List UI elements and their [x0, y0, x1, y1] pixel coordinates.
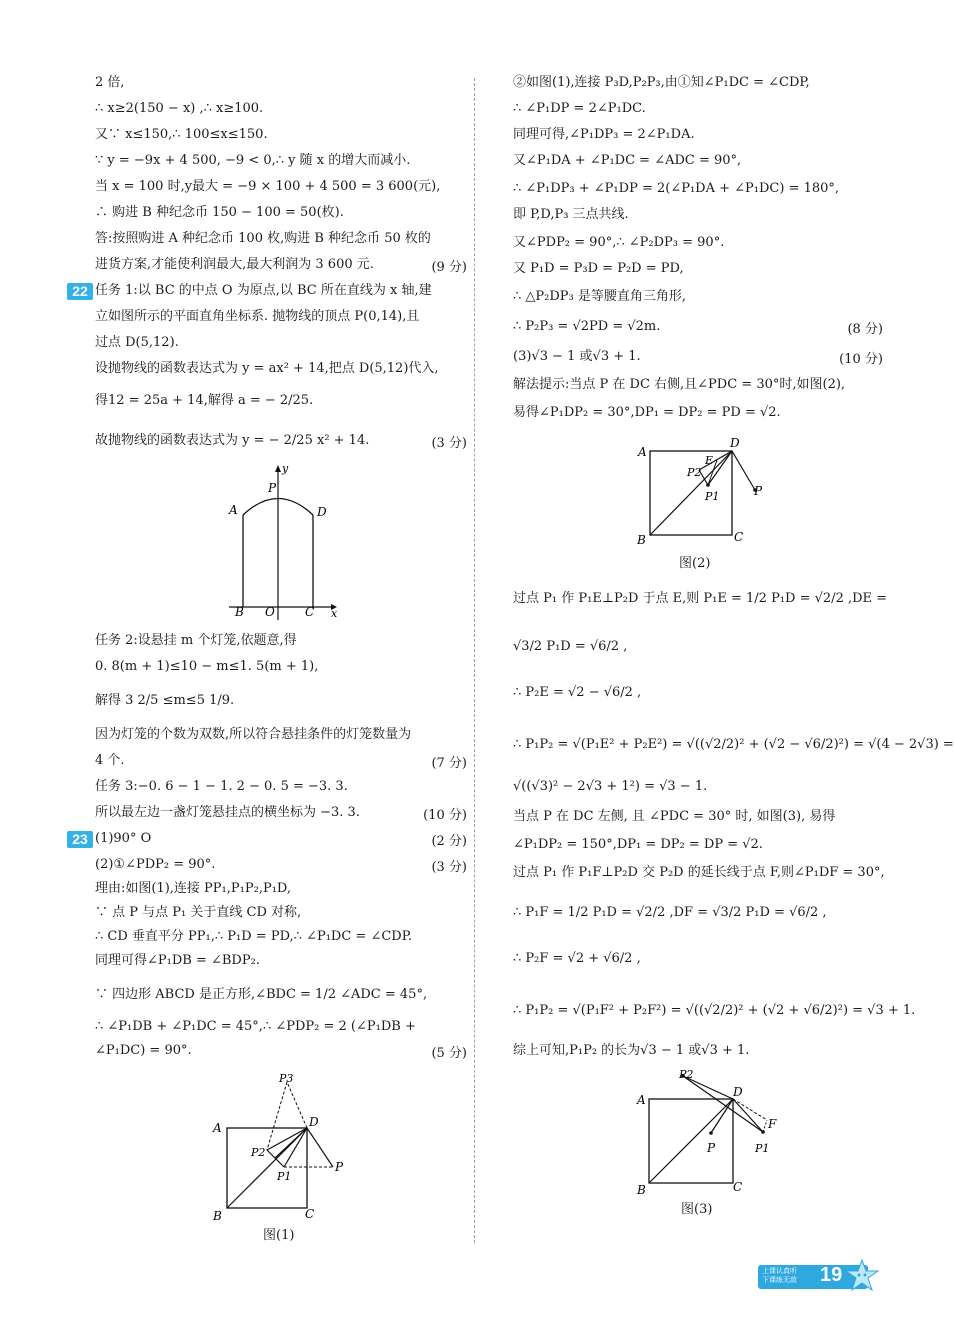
label-o: O [265, 605, 275, 619]
text-line: ∴ P₁F = 1/2 P₁D = √2/2 ,DF = √3/2 P₁D = √6/2 , [513, 905, 827, 920]
line-dp [711, 1099, 733, 1133]
y-axis-arrow [275, 465, 281, 472]
badge-slogan-line-1: 上课认真听 [762, 1268, 797, 1275]
text-line: 易得∠P₁DP₂ = 30°,DP₁ = DP₂ = PD = √2. [513, 405, 781, 420]
score-label: (9 分) [431, 260, 467, 275]
diagonal-bd [649, 1099, 733, 1183]
text-line: (3)√3 − 1 或√3 + 1. [513, 349, 641, 364]
text-line: 0. 8(m + 1)≤10 − m≤1. 5(m + 1), [95, 659, 319, 674]
label-a: A [637, 1093, 646, 1107]
text-line: 答:按照购进 A 种纪念币 100 枚,购进 B 种纪念币 50 枚的 [95, 231, 431, 246]
line-p2p1 [683, 1076, 763, 1132]
figure-2 [631, 432, 771, 548]
text-line: ∴ P₁P₂ = √(P₁E² + P₂E²) = √((√2/2)² + (√2 − √6/2)²) = √(4 − 2√3) = [513, 737, 954, 752]
arch-figure [219, 460, 339, 620]
figure-2-caption: 图(2) [679, 556, 711, 571]
text-line: 任务 2:设悬挂 m 个灯笼,依题意,得 [95, 633, 297, 648]
text-line: 所以最左边一盏灯笼悬挂点的横坐标为 −3. 3. [95, 805, 360, 820]
line-p1f [763, 1120, 767, 1132]
score-label: (8 分) [847, 322, 883, 337]
text-line: ∴ P₂F = √2 + √6/2 , [513, 951, 641, 966]
label-a: A [213, 1121, 222, 1135]
text-line: 立如图所示的平面直角坐标系. 抛物线的顶点 P(0,14),且 [95, 309, 420, 324]
text-line: √((√3)² − 2√3 + 1²) = √3 − 1. [513, 779, 708, 794]
text-line: 因为灯笼的个数为双数,所以符合悬挂条件的灯笼数量为 [95, 727, 412, 742]
text-line: ∴ △P₂DP₃ 是等腰直角三角形, [513, 289, 687, 304]
text-line: ∠P₁DP₂ = 150°,DP₁ = DP₂ = DP = √2. [513, 837, 763, 852]
label-c: C [305, 605, 315, 619]
text-line: ∵ y = −9x + 4 500, −9 < 0,∴ y 随 x 的增大而减小. [95, 153, 411, 168]
score-label: (10 分) [423, 808, 467, 823]
text-line: 过点 D(5,12). [95, 335, 179, 350]
label-p: P [335, 1160, 344, 1174]
text-line: 进货方案,才能使利润最大,最大利润为 3 600 元. [95, 257, 374, 272]
label-b: B [235, 605, 244, 619]
score-label: (3 分) [431, 860, 467, 875]
text-line: 当点 P 在 DC 左侧, 且 ∠PDC = 30° 时, 如图(3), 易得 [513, 809, 836, 824]
label-d: D [733, 1085, 743, 1099]
label-p2: P2 [251, 1146, 266, 1159]
score-label: (2 分) [431, 834, 467, 849]
label-d: D [309, 1115, 319, 1129]
text-line: ∴ CD 垂直平分 PP₁,∴ P₁D = PD,∴ ∠P₁DC = ∠CDP. [95, 929, 412, 944]
text-line: ∴ P₁P₂ = √(P₁F² + P₂F²) = √((√2/2)² + (√2 + √6/2)²) = √3 + 1. [513, 1003, 916, 1018]
label-c: C [733, 1180, 743, 1194]
page-number-badge [758, 1262, 882, 1292]
label-b: B [213, 1209, 222, 1223]
text-line: ∴ ∠P₁DB + ∠P₁DC = 45°,∴ ∠PDP₂ = 2 (∠P₁DB + [95, 1019, 416, 1034]
label-p: P [707, 1141, 716, 1155]
score-label: (3 分) [431, 436, 467, 451]
figure-1-caption: 图(1) [263, 1228, 295, 1243]
text-line: 又∠PDP₂ = 90°,∴ ∠P₂DP₃ = 90°. [513, 235, 725, 250]
label-a: A [229, 503, 238, 517]
text-line: 同理可得,∠P₁DP₃ = 2∠P₁DA. [513, 127, 695, 142]
score-label: (10 分) [839, 352, 883, 367]
text-line: 又 P₁D = P₃D = P₂D = PD, [513, 261, 684, 276]
text-line: ②如图(1),连接 P₃D,P₂P₃,由①知∠P₁DC = ∠CDP, [513, 75, 810, 90]
column-divider [474, 78, 475, 1243]
text-line: (1)90° O [95, 831, 152, 846]
question-number-22: 22 [67, 283, 93, 300]
text-line: 设抛物线的函数表达式为 y = ax² + 14,把点 D(5,12)代入, [95, 361, 439, 376]
figure-3-caption: 图(3) [681, 1202, 713, 1217]
diagonal-bd [650, 451, 732, 535]
point-p1 [706, 483, 710, 487]
text-line: (2)①∠PDP₂ = 90°. [95, 857, 216, 872]
star-mascot-icon [844, 1258, 880, 1294]
label-p1: P1 [755, 1142, 770, 1155]
text-line: ∴ P₂E = √2 − √6/2 , [513, 685, 642, 700]
text-line: ∴ ∠P₁DP₃ + ∠P₁DP = 2(∠P₁DA + ∠P₁DC) = 180°, [513, 181, 840, 196]
text-line: 又∠P₁DA + ∠P₁DC = ∠ADC = 90°, [513, 153, 742, 168]
text-line: 过点 P₁ 作 P₁E⊥P₂D 于点 E,则 P₁E = 1/2 P₁D = √2/2 ,DE = [513, 591, 888, 606]
point-p1 [761, 1130, 765, 1134]
text-line: 过点 P₁ 作 P₁F⊥P₂D 交 P₂D 的延长线于点 F,则∠P₁DF = 30°, [513, 865, 885, 880]
label-p2: P2 [679, 1068, 694, 1081]
label-c: C [305, 1207, 315, 1221]
score-label: (7 分) [431, 756, 467, 771]
text-line: ∴ P₂P₃ = √2PD = √2m. [513, 319, 661, 334]
label-b: B [637, 533, 646, 547]
text-line: ∵ 点 P 与点 P₁ 关于直线 CD 对称, [95, 905, 302, 920]
figure-1 [213, 1070, 363, 1222]
figure-3 [623, 1064, 777, 1197]
label-p3: P3 [279, 1072, 294, 1085]
text-line: 任务 3:−0. 6 − 1 − 1. 2 − 0. 5 = −3. 3. [95, 779, 348, 794]
label-p: P [754, 484, 763, 498]
text-line: 同理可得∠P₁DB = ∠BDP₂. [95, 953, 260, 968]
text-line: 4 个. [95, 753, 125, 768]
label-y: y [282, 462, 289, 475]
line-dp3 [287, 1082, 307, 1128]
text-line: 解法提示:当点 P 在 DC 右侧,且∠PDC = 30°时,如图(2), [513, 377, 846, 392]
line-dp1 [733, 1099, 763, 1132]
label-p1: P1 [277, 1170, 292, 1183]
page-number: 19 [820, 1264, 843, 1286]
text-line: 理由:如图(1),连接 PP₁,P₁P₂,P₁D, [95, 881, 291, 896]
text-line: ∵ 四边形 ABCD 是正方形,∠BDC = 1/2 ∠ADC = 45°, [95, 987, 428, 1002]
text-line: ∴ 购进 B 种纪念币 150 − 100 = 50(枚). [95, 205, 344, 220]
label-b: B [637, 1183, 646, 1197]
label-d: D [730, 436, 740, 450]
line-p3p2 [267, 1082, 287, 1150]
score-label: (5 分) [431, 1046, 467, 1061]
label-c: C [734, 530, 744, 544]
text-line: ∴ x≥2(150 − x) ,∴ x≥100. [95, 101, 264, 116]
text-line: 故抛物线的函数表达式为 y = − 2/25 x² + 14. [95, 433, 370, 448]
text-line: 解得 3 2/5 ≤m≤5 1/9. [95, 693, 235, 708]
text-line: 当 x = 100 时,y最大 = −9 × 100 + 4 500 = 3 600(元), [95, 179, 441, 194]
text-line: 又∵ x≤150,∴ 100≤x≤150. [95, 127, 268, 142]
label-p2: P2 [687, 466, 702, 479]
text-line: √3/2 P₁D = √6/2 , [513, 639, 628, 654]
text-line: 2 倍, [95, 75, 125, 90]
line-dp [307, 1128, 333, 1167]
label-d: D [317, 505, 327, 519]
label-p1: P1 [705, 490, 720, 503]
text-line: 综上可知,P₁P₂ 的长为√3 − 1 或√3 + 1. [513, 1043, 750, 1058]
text-line: 即 P,D,P₃ 三点共线. [513, 207, 629, 222]
text-line: 任务 1:以 BC 的中点 O 为原点,以 BC 所在直线为 x 轴,建 [95, 283, 432, 298]
badge-slogan [762, 1267, 812, 1285]
label-x: x [331, 607, 338, 620]
line-dp [732, 451, 755, 490]
question-number-23: 23 [67, 831, 93, 848]
badge-slogan-line-2: 下课练无敌 [762, 1277, 797, 1284]
label-a: A [638, 445, 647, 459]
label-e: E [705, 454, 714, 467]
text-line: ∴ ∠P₁DP = 2∠P₁DC. [513, 101, 646, 116]
text-line: ∠P₁DC) = 90°. [95, 1043, 192, 1058]
label-p: P [268, 481, 277, 495]
label-f: F [768, 1117, 777, 1131]
point-p [709, 1131, 713, 1135]
text-line: 得12 = 25a + 14,解得 a = − 2/25. [95, 393, 314, 408]
